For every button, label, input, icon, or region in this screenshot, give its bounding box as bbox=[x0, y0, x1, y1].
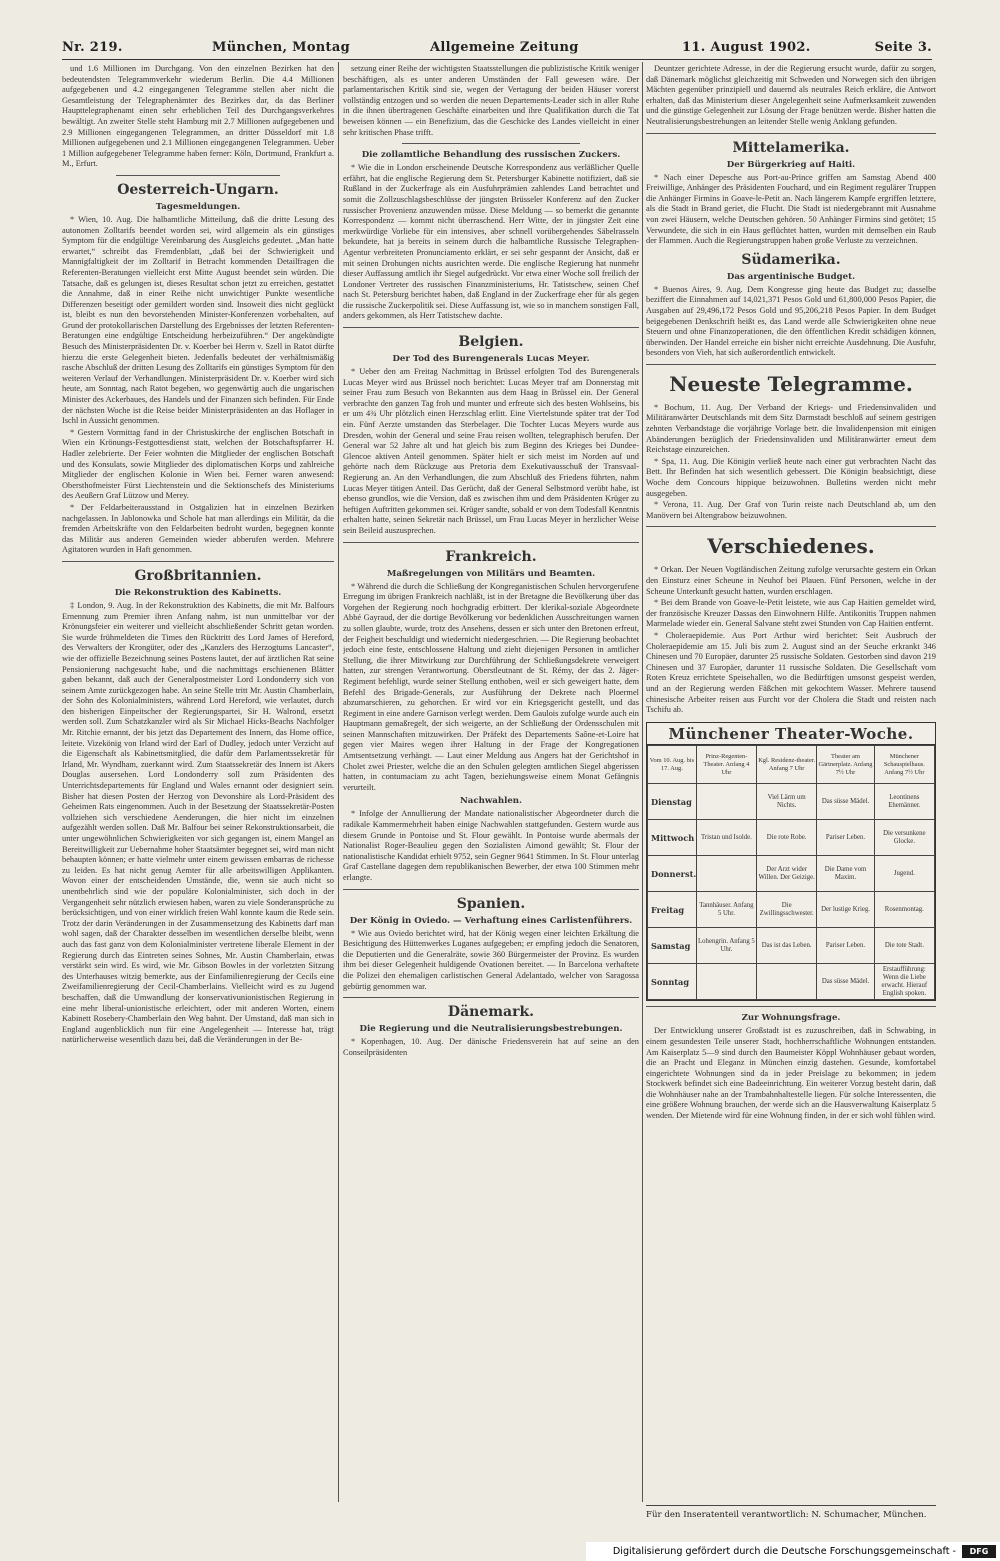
column-3 bbox=[646, 64, 936, 1500]
table-header: Prinz-Regenten-Theater. Anfang 4 Uhr bbox=[696, 746, 756, 784]
subheading: Maßregelungen von Militärs und Beamten. bbox=[386, 568, 596, 579]
table-cell: Pariser Leben. bbox=[817, 928, 874, 964]
subheading: Die Rekonstruktion des Kabinetts. bbox=[114, 587, 282, 598]
day-cell: Dienstag bbox=[648, 784, 697, 820]
table-cell: Das süsse Mädel. bbox=[817, 964, 874, 1000]
table-cell bbox=[757, 964, 817, 1000]
table-row bbox=[648, 928, 935, 964]
table-cell: Tristan und Isolde. bbox=[696, 820, 756, 856]
dfg-logo: DFG bbox=[962, 1545, 996, 1558]
table-cell: Erstaufführung: Wenn die Liebe erwacht. Hierauf English spoken. bbox=[874, 964, 934, 1000]
section-heading: Belgien. bbox=[458, 334, 524, 351]
section-heading: Mittelamerika. bbox=[732, 139, 850, 156]
table-cell: Das ist das Leben. bbox=[757, 928, 817, 964]
page-header bbox=[62, 38, 932, 60]
article-text: ‡ London, 9. Aug. In der Rekonstruktion des Kabinetts, die mit Mr. Balfours Ernennung zum Premier ihren Anfang nahm, ist nun unmittelbar vor der Krönungsfeier ein weiterer und vielleicht abschließender Schritt getan worden. Sie wurde frühmeldeten die Times den Rücktritt des Lord James of Hereford, des Verwalters der Krongüter, oder des „Kanzlers des Herzogtums Lancaster“, wie der offizielle Bezeichnung seines Postens lautet, der auf ärztlichen Rat seine Pensionierung nachgesucht habe, und die nachmittags erschienenen Blätter gaben bekannt, daß auch der Generalpostmeister Lord Londonderry sich von seinem Amte zurückgezogen habe. An seine Stelle tritt Mr. Austin Chamberlain, der Sohn des Kolonialministers, während Lord Hereford, wie verlautet, durch den bisherigen Einpeitscher der Regierungspartei, Sir H. Walrond, ersetzt werden soll. Zum Schatzkanzler wird als Sir Michael Hicks-Beachs Nachfolger Mr. Ritchie ernannt, der bis jetzt das Departement des Innern, das Home office, leitete. Vizekönig von Irland wird der Earl of Dudley, jedoch unter Verzicht auf die Eigenschaft als Kabinettsmitglied, die dafür dem Parlamentssekretär für Irland, Mr. Wyndham, zuerkannt wird. Zum Staatssekretär des Innern ist Akers Douglas ausersehen. Lord Londonderry soll zum Präsidenten des Unterrichtsdepartements für England und Wales ernannt oder designiert sein. Bisher hat diesen Posten der Herzog von Devonshire als Lord-Präsident des Geheimen Rats eingenommen. Auch in der Besetzung der Staatssekretär-Posten vollziehen sich verschiedene Aenderungen, die hier nicht im einzelnen aufgezählt werden sollen. Daß Mr. Balfour bei seiner Rekonstruktionsarbeit, die unter ungewöhnlichen Schwierigkeiten vor sich gegangen ist, einem Mangel an Bereitwilligkeit zur Uebernahme hoher Staatsämter begegnet sei, wird man nicht behaupten können; er hatte vielmehr unter einem gewissen embarras de richesse zu leiden. Es hat nicht genug Aemter für alle arbeitswilligen Applikanten. Wovon einer der entscheidenden Umstände, die, wenn sie auch nicht so unentbehrlich sind wie der populäre Kolonialminister, sich doch in der Vergangenheit sehr nützlich erwiesen haben, waren zu viele Sonderansprüche zu berücksichtigen, und von einer wirklich freien Wahl konnte kaum die Rede sein. Trotz der darin Veränderungen in der Zusammensetzung des Kabinetts darf man wohl sagen, daß der Charakter desselben im wesentlichen derselbe bleibt, wenn auch das fast ganz von dem Kolonialminister vertretene liberale Element in der Regierung durch das Eintreten seines Sohnes, Mr. Austin Chamberlain, etwas verstärkt sein wird. Es wird, wie Mr. Gibson Bowles in der vorletzten Sitzung des Unterhauses witzig bemerkte, aus der Einfamilienregierung der Cecils eine Zweifamilienregierung der Cecil-Chamberlains. Vielleicht wird es zu Jugend beschaffen, daß die Umwandlung der konservativunionistischen Regierung in eine mehr liberal-unionistische erleichtert, oder mit anderen Worten, einem Kabinett Rosebery-Chamberlain den Weg bahnt. Der Umstand, daß man sich in England augenblicklich nun für eine Angelegenheit — Interesse hat, trägt natürlicherweise wesentlich dazu bei, daß die Veränderungen in der Be- bbox=[62, 600, 334, 1045]
table-header: Münchener Schauspielhaus. Anfang 7½ Uhr bbox=[874, 746, 934, 784]
section-heading: Spanien. bbox=[456, 895, 526, 912]
article-text: * Bochum, 11. Aug. Der Verband der Kriegs- und Friedensinvaliden und Militäranwärter Deutschlands mit dem Sitz Darmstadt beschloß auf seinem gestrigen zehnten Verbandstage die vorjährige Vorlage betr. die Invalidenpension mit einigen Abänderungen bezüglich der Friedensinvaliden und Militäranwärter erneut dem Reichstage einzureichen. bbox=[646, 402, 936, 455]
article-text: * Spa, 11. Aug. Die Königin verließ heute nach einer gut verbrachten Nacht das Bett. Ihr Befinden hat sich wesentlich gebessert. Die Königin beabsichtigt, diese Woche dem Concours hippique beizuwohnen. Bulletins werden nicht mehr ausgegeben. bbox=[646, 456, 936, 498]
credit-text: Digitalisierung gefördert durch die Deutsche Forschungsgemeinschaft - bbox=[612, 1546, 956, 1557]
subheading: Tagesmeldungen. bbox=[155, 201, 241, 212]
table-cell: Jugend. bbox=[874, 856, 934, 892]
subheading: Der Tod des Burengenerals Lucas Meyer. bbox=[392, 354, 590, 365]
newspaper-name: Allgemeine Zeitung bbox=[430, 40, 579, 55]
table-cell: Lohengrin. Anfang 5 Uhr. bbox=[696, 928, 756, 964]
section-heading: Oesterreich-Ungarn. bbox=[117, 181, 279, 198]
table-header: Theater am Gärtnerplatz. Anfang 7½ Uhr bbox=[817, 746, 874, 784]
article-text: * Buenos Aires, 9. Aug. Dem Kongresse ging heute das Budget zu; dasselbe beziffert die Einnahmen auf 14,021,371 Pesos Gold und 61,800,000 Pesos Papier, die Ausgaben auf 29,496,172 Pesos Gold und 95,206,218 Pesos Papier. In dem Budget beigegebenen Denkschrift heißt es, das Land werde alle Schwierigkeiten ohne neue Steuern und ohne Finanzoperationen, die den öffentlichen Kredit schädigen können, überwinden. Der Handel erreiche ein bisher nicht erreichte Ausdehnung. Die Ausfuhr, besonders von Vieh, hat sich außerordentlich entwickelt. bbox=[646, 284, 936, 358]
divider bbox=[343, 997, 639, 998]
subheading: Die Regierung und die Neutralisierungsbestrebungen. bbox=[359, 1024, 623, 1035]
section-heading: Verschiedenes. bbox=[707, 534, 875, 559]
theatre-week-box bbox=[646, 722, 936, 1002]
table-cell: Viel Lärm um Nichts. bbox=[757, 784, 817, 820]
article-text: * Wie aus Oviedo berichtet wird, hat der König wegen einer leichten Erkältung die Besichtigung des Hüttenwerkes Luganes aufgegeben; er empfing jedoch die Senatoren, die Deputierten und die Generalräte, sowie 360 Bürgermeister der Provinz. Es wurden ihm bei dieser Gelegenheit huldigende Ovationen bereitet. — In Barcelona verhaftete die Polizei den ehemaligen carlistischen General Adelantado, welcher von Saragossa gebürtig genommen war. bbox=[343, 928, 639, 991]
article-text: * Infolge der Annullierung der Mandate nationalistischer Abgeordneter durch die radikale Kammermehrheit haben einige Nachwahlen stattgefunden. Gestern wurde aus diesem Grunde in Pontoise und St. Flour gewählt. In Pontoise wurde abermals der Nationalist Roger-Beaulieu gegen den Sozialisten Aimond gewählt; St. Flour der nationalistische Kandidat erhielt 9752, sein Gegner 9641 Stimmen. In St. Flour unterlag Graf Castellane dagegen dem republikanischen Bewerber, der etwa 100 Stimmen mehr erlangte. bbox=[343, 809, 639, 882]
day-cell: Mittwoch bbox=[648, 820, 697, 856]
subheading: Nachwahlen. bbox=[459, 796, 523, 807]
divider bbox=[343, 542, 639, 543]
table-cell: Die Zwillingsschwester. bbox=[757, 892, 817, 928]
subheading: Das argentinische Budget. bbox=[726, 271, 856, 282]
section-heading: Südamerika. bbox=[741, 251, 841, 268]
divider bbox=[646, 133, 936, 134]
table-row bbox=[648, 964, 935, 1000]
table-cell: Die Dame vom Maxim. bbox=[817, 856, 874, 892]
section-heading: Dänemark. bbox=[447, 1004, 535, 1021]
article-text: * Ueber den am Freitag Nachmittag in Brüssel erfolgten Tod des Burengenerals Lucas Meyer wird aus Brüssel noch berichtet: Lucas Meyer traf am Donnerstag mit seiner Frau zum Besuch von Bekannten aus dem Haag in Brüssel ein. Der General verbrachte den ganzen Tag froh und munter und erfreute sich des besten Wohlseins, bis er um 4¾ Uhr plötzlich einen Herzschlag erlitt. Eine Viertelstunde später trat der Tod ein. Fünf Aerzte umstanden das Sterbelager. Die Tochter Lucas Meyers wurde aus Dresden, wohin der General und seine Frau reisen wollten, telegraphisch berufen. Der General war 52 Jahre alt und hat gleich bis zum Beginn des Krieges bei Dundee-Glencoe aktiven Anteil genommen. Später hielt er sich meist im Norden auf und gehörte nach dem Rückzuge aus Pretoria dem Exekutivausschuß der Transvaal-Regierung an. An den Verhandlungen, die zum Abschluß des Friedens führten, nahm Lucas Meyer tätigen Anteil. Das Gerücht, daß der General Selbstmord verübt habe, ist ebenso grundlos, wie die Version, daß es zwischen ihm und dem Präsidenten Krüger zu heftigen Auftritten gekommen sei. Krüger sandte, sobald er von dem Todesfall Kenntnis erhalten hatte, seinen Sekretär nach Brüssel, um Frau Lucas Meyer in herzlicher Weise sein Beileid auszusprechen. bbox=[343, 367, 639, 535]
article-text: * Kopenhagen, 10. Aug. Der dänische Friedensverein hat auf seine an den Conseilpräsidenten bbox=[343, 1037, 639, 1057]
place-day: München, Montag bbox=[212, 40, 350, 55]
divider bbox=[402, 143, 580, 144]
day-cell: Sonntag bbox=[648, 964, 697, 1000]
theatre-week-title: Münchener Theater-Woche. bbox=[647, 723, 935, 746]
divider bbox=[116, 175, 279, 176]
article-text: * Wie die in London erscheinende Deutsche Korrespondenz aus verläßlicher Quelle erfährt, hat die englische Regierung dem St. Petersburger Kabinette notifiziert, daß sie Rußland in der Zuckerfrage als ein Ausfuhrprämien zahlendes Land betrachtet und somit die Zollzuschlagsbeschlüsse der jüngsten Brüsseler Konferenz auf den Zucker russischer Provenienz anzuwenden müsse. Diese Meldung — so bemerkt die genannte Korrespondenz — kommt nicht überraschend. Herr Witte, der in jüngster Zeit eine merkwürdige Vorliebe für ein intensives, aber schnell vorübergehendes Säbelrasseln bekundete, hat ja bereits in seinem durch die halbamtliche Russische Telegraphen-Agentur verbreiteten Pronunciamento erklärt, er sei sehr gespannt der Ansicht, daß er mit seinen Drohungen nichts ausrichten werde. Die englische Regierung hat nunmehr dieser Auffassung amtlich ihr Siegel aufgedrückt. Vor etwa einer Woche soll freilich der Londoner Vertreter des russischen Finanzministeriums, Hr. Tatistschew, seinen Chef nach St. Petersburg berichtet haben, daß England in der Zuckerfrage eher für als gegen die russische Zuckerpolitik sei. Diese Auffassung ist, wie so in manchem sonstigen Fall, anders gekommen, als Herr Tatistschew dachte. bbox=[343, 163, 639, 321]
table-row bbox=[648, 856, 935, 892]
table-cell: Die rote Robe. bbox=[757, 820, 817, 856]
section-heading: Großbritannien. bbox=[134, 567, 262, 584]
table-row bbox=[648, 892, 935, 928]
day-cell: Donnerst. bbox=[648, 856, 697, 892]
section-heading: Neueste Telegramme. bbox=[669, 371, 913, 396]
issue-number: Nr. 219. bbox=[62, 40, 123, 55]
table-row bbox=[648, 784, 935, 820]
article-text: * Gestern Vormittag fand in der Christuskirche der englischen Botschaft in Wien ein Krönungs-Festgottesdienst statt, welchen der Botschaftspfarrer H. Hadler zelebrierte. Der Feier wohnten die Mitglieder der englischen Botschaft und des Konsulats, sowie Mitglieder des diplomatischen Korps und zahlreiche Mitglieder der englischen Kolonie in Wien bei. Ferner waren anwesend: Obersthofmeister Fürst Liechtenstein und die Sektionschefs des Ministeriums des Aeußern Graf Lützow und Merey. bbox=[62, 427, 334, 501]
article-text: * Während die durch die Schließung der Kongreganistischen Schulen hervorgerufene Erregung im übrigen Frankreich nachläßt, ist in der Bretagne die Bevölkerung über das Vorgehen der Regierung noch hochgradig erbittert. Der klerikal-soziale Abgeordnete Abbé Gayraud, der die dortige Bevölkerung vor bedenklichen Ausschreitungen warnen zu sollen glaubte, wurde, trotz des Ansehens, dessen er sich unter den Bretonen erfreut, der Feigheit beschuldigt und wiedernicht niedergeschrien. — Die Regierung beobachtet jedoch eine feste, entschlossene Haltung und zieht diejenigen Personen in amtlicher Stellung, die ihrer Mitwirkung zur Durchführung der Schließungsdekrete verweigert hatten, zur strengen Verantwortung. Oberstleutnant de St. Rémy, der das 2. Jäger-Regiment befehligt, wurde seiner Stellung enthoben, weil er sich geweigert hatte, dem Befehl des Brigade-Generals, zur Ausführung der Dekrete nach Ploermel abzumarschieren, zu gehorchen. Er wird vor ein Kriegsgericht gestellt, und das Regiment in eine andere Garnison verlegt werden. Dem Gaulois zufolge wurde auch ein Hauptmann gemaßregelt, der sich weigerte, an der Schließung der Ordensschulen mit seinen Mannschaften mitzuwirken. Der Präfekt des Departements Saône-et-Loire hat gegen vier Maires wegen ihrer Haltung in der Frage der Kongregationen Amtsentsetzung verhängt. — Laut einer Meldung aus Angers hat der Gerichtshof in Cholet zwei Priester, welche die an den Schulen gelegten amtlichen Siegel abgerissen hatten, in contumaciam zu acht Tagen, beziehungsweise einem Monat Gefängnis verurteilt. bbox=[343, 581, 639, 792]
article-text: * Der Feldarbeiterausstand in Ostgalizien hat in einzelnen Bezirken nachgelassen. In Jablonowka und Schole hat man allerdings ein Militär, da die fremden Arbeitskräfte von den Feldarbeiten bedroht wurden, begegnen konnte das Militär aus anderen Gemeinden wieder abberufen werden. Mehrere Agitatoren wurden in Haft genommen. bbox=[62, 502, 334, 555]
table-cell: Der Arzt wider Willen. Der Geizige. bbox=[757, 856, 817, 892]
issue-date: 11. August 1902. bbox=[682, 40, 811, 55]
subheading: Zur Wohnungsfrage. bbox=[741, 1013, 841, 1024]
table-cell: Leontinens Ehemänner. bbox=[874, 784, 934, 820]
section-heading: Frankreich. bbox=[445, 548, 537, 565]
column-rule bbox=[338, 62, 339, 1502]
table-cell bbox=[696, 856, 756, 892]
article-text: Der Entwicklung unserer Großstadt ist es zuzuschreiben, daß in Schwabing, in einem gesundesten Teile unserer Stadt, hochherrschaftliche Wohnungen entstanden. Am Kaiserplatz 5—9 sind durch den Baumeister Köppl Wohnhäuser gebaut worden, die an Pracht und Eleganz in München einzig dastehen. Gesunde, komfortabel eingerichtete Wohnungen sind da in jeder Preislage zu bekommen; in jedem Stockwerk befindet sich eine Badeeinrichtung. Ein weiterer Vorzug besteht darin, daß die Wohnhäuser nahe an der Trambahnhaltestelle liegen. Für solche Interessenten, die eine größere Wohnung brauchen, der werde sich an die Hausverwaltung Kaiserplatz 5 wenden. Der Mietende wird für eine Wohnung finden, in der er sich wohl fühlen wird. bbox=[646, 1026, 936, 1121]
table-cell: Der lustige Krieg. bbox=[817, 892, 874, 928]
table-cell: Rosenmontag. bbox=[874, 892, 934, 928]
day-cell: Samstag bbox=[648, 928, 697, 964]
table-cell: Die tote Stadt. bbox=[874, 928, 934, 964]
table-cell: Tannhäuser. Anfang 5 Uhr. bbox=[696, 892, 756, 928]
table-cell: Pariser Leben. bbox=[817, 820, 874, 856]
imprint-line: Für den Inseratenteil verantwortlich: N. Schumacher, München. bbox=[646, 1505, 936, 1520]
page-number: Seite 3. bbox=[874, 40, 932, 55]
article-text: * Verona, 11. Aug. Der Graf von Turin reiste nach Deutschland ab, um den Manövern bei Altengrabow beizuwohnen. bbox=[646, 500, 936, 520]
divider bbox=[646, 364, 936, 365]
table-row bbox=[648, 820, 935, 856]
day-cell: Freitag bbox=[648, 892, 697, 928]
divider bbox=[62, 561, 334, 562]
article-text: * Bei dem Brande von Goave-le-Petit leistete, wie aus Cap Haitien gemeldet wird, der französische Kreuzer Dassas den Einwohnern Hilfe. Antikonitis Truppen nahmen Marmelade wieder ein. General Salvane steht zwei Stunden von Cap Haitien entfernt. bbox=[646, 598, 936, 629]
subheading: Der Bürgerkrieg auf Haiti. bbox=[726, 159, 856, 170]
column-2 bbox=[343, 64, 639, 1504]
divider bbox=[343, 327, 639, 328]
theatre-schedule-table bbox=[647, 745, 935, 1000]
article-text: und 1.6 Millionen im Durchgang. Von den einzelnen Bezirken hat den bedeutendsten Telegrammverkehr wiederum Berlin. Die 4.4 Millionen aufgegebenen und 4.2 eingegangenen Telegramme stellen aber nicht die Gesamtleistung der Telegraphenämter des Bezirkes dar, da das Berliner Haupttelegraphenamt einen sehr erheblichen Teil des Durchgangsverkehres bewältigt. An zweiter Stelle steht Hamburg mit 2.7 Millionen aufgegebenen und 2.9 Millionen eingegangenen Telegrammen, an dritter Düsseldorf mit 1.8 Millionen aufgegebenen und 2.1 Millionen eingegangenen Telegrammen. Ueber 1 Million aufgegebener Telegramme haben ferner: Köln, Dortmund, Frankfurt a. M., Erfurt. bbox=[62, 64, 334, 169]
subheading: Die zollamtliche Behandlung des russischen Zuckers. bbox=[361, 150, 621, 161]
article-text: * Wien, 10. Aug. Die halbamtliche Mitteilung, daß die dritte Lesung des autonomen Zolltarifs beendet worden sei, wird allgemein als ein günstiges Symptom für die endgültige Vereinbarung des Ausgleichs gedeutet. „Man hatte erwartet,“ schreibt das Fremdenblatt, „daß bei der Schwierigkeit und Mannigfaltigkeit der im Zolltarif in Betracht kommenden Detailfragen die Referenten-Beratungen vielleicht erst Mitte August beendet sein würden. Die Tatsache, daß es gelungen ist, dieses Resultat schon jetzt zu erreichen, gestattet die Annahme, daß in einer Reihe nicht unwichtiger Punkte wesentliche Differenzen beseitigt oder gemildert worden sind. Insoweit dies nicht geglückt ist, bleibt es nun den bevorstehenden Minister-Konferenzen vorbehalten, auf Grund der protokollarischen Darstellung des Ergebnisses der letzten Referenten-Beratungen eine endgültige Entscheidung herbeizuführen.“ Der angekündigte Besuch des Ministerpräsidenten Dr. v. Koerber bei Herrn v. Szell in Ratot dürfte hierzu die erste Gelegenheit bieten. Jedenfalls bedeutet der verhältnismäßig rasche Abschluß der dritten Lesung des Zolltarifs ein günstiges Symptom für den weiteren Verlauf der Verhandlungen. Ministerpräsident Dr. v. Koerber wird sich heute, am Sonntag, nach Ratot begeben, wo gegenwärtig auch die ungarischen Minister des Ackerbaues, des Handels und der Finanzen sich befinden. Für Ende der nächsten Woche ist die Reise beider Ministerpräsidenten an das Hoflager in Ischl in Aussicht genommen. bbox=[62, 214, 334, 426]
divider bbox=[646, 526, 936, 527]
column-rule bbox=[642, 62, 643, 1502]
article-text: setzung einer Reihe der wichtigsten Staatsstellungen die publizistische Kritik weniger beschäftigen, als es unter anderen Umständen der Fall gewesen wäre. Der parlamentarischen Kritik sind sie, wegen der Vertagung der beiden Häuser vorerst vollständig entzogen und so werden die neuen Departements-Leader sich in aller Ruhe in die ihnen übertragenen Geschäfte einarbeiten und ihre Qualifikation durch die Tat beweisen können — ein Benefizium, das die Geschicke des Landes vielleicht in einer sehr kritischen Phase trifft. bbox=[343, 64, 639, 137]
article-text: * Nach einer Depesche aus Port-au-Prince griffen am Samstag Abend 400 Freiwillige, Anhänger des Präsidenten Fouchard, und ein Regiment regulärer Truppen die Anhänger Firmins in Goave-le-Petit an. Nach längerem Kampfe ergriffen letztere, als die Stadt in Brand geriet, die Flucht. Die Stadt ist niedergebrannt mit Ausnahme von zwei Häusern, welche Deutschen gehören. 50 Anhänger Firmins sind getötet; 15 Verwundete, die sich in ein Haus geflüchtet hatten, wurden mit demselben ein Raub der Flammen. Auch die Regierungstruppen haben große Verluste zu verzeichnen. bbox=[646, 172, 936, 246]
article-text: Deuntzer gerichtete Adresse, in der die Regierung ersucht wurde, dafür zu sorgen, daß Dänemark möglichst gleichzeitig mit Schweden und Norwegen sich den übrigen Mächten gegenüber prinzipiell und dauernd als neutrales Reich erkläre, die Antwort erhalten, daß das Ministerium dieser Angelegenheit seine Aufmerksamkeit zuwenden und die günstige Gelegenheit zur Lösung der Frage benützen werde. Bisher hatten die Neutralisierungsbestrebungen an leitender Stelle wenig Anklang gefunden. bbox=[646, 64, 936, 126]
article-text: * Choleraepidemie. Aus Port Arthur wird berichtet: Seit Ausbruch der Choleraepidemie am 15. Juli bis zum 2. August sind an der Seuche erkrankt 346 Chinesen und 70 Europäer, darunter 25 russische Soldaten. Gestorben sind davon 219 Chinesen und 37 Europäer, darunter 11 russische Soldaten. Die Gesellschaft vom Roten Kreuz errichtete Speisehallen, wo die Bedürftigen umsonst gespeist werden, und an der Regierung werden Fäßchen mit gekochtem Wasser. Mehrere tausend chinesische Arbeiter reisen aus Furcht vor der Cholera die Stadt und reisten nach Tschifu ab. bbox=[646, 630, 936, 715]
table-cell: Die versunkene Glocke. bbox=[874, 820, 934, 856]
divider bbox=[343, 889, 639, 890]
divider bbox=[646, 1006, 936, 1007]
table-cell: Das süsse Mädel. bbox=[817, 784, 874, 820]
table-header: Kgl. Residenz-theater. Anfang 7 Uhr bbox=[757, 746, 817, 784]
table-cell bbox=[696, 784, 756, 820]
digitization-credit bbox=[586, 1542, 1000, 1561]
table-header: Vom 10. Aug. bis 17. Aug. bbox=[648, 746, 697, 784]
article-text: * Orkan. Der Neuen Vogtländischen Zeitung zufolge verursachte gestern ein Orkan den Einsturz einer Scheune in Neuhof bei Plauen. Fünf Personen, welche in der Scheune Unterkunft gesucht hatten, wurden erschlagen. bbox=[646, 565, 936, 596]
column-1 bbox=[62, 64, 334, 1504]
table-cell bbox=[696, 964, 756, 1000]
subheading: Der König in Oviedo. — Verhaftung eines Carlistenführers. bbox=[349, 915, 633, 926]
